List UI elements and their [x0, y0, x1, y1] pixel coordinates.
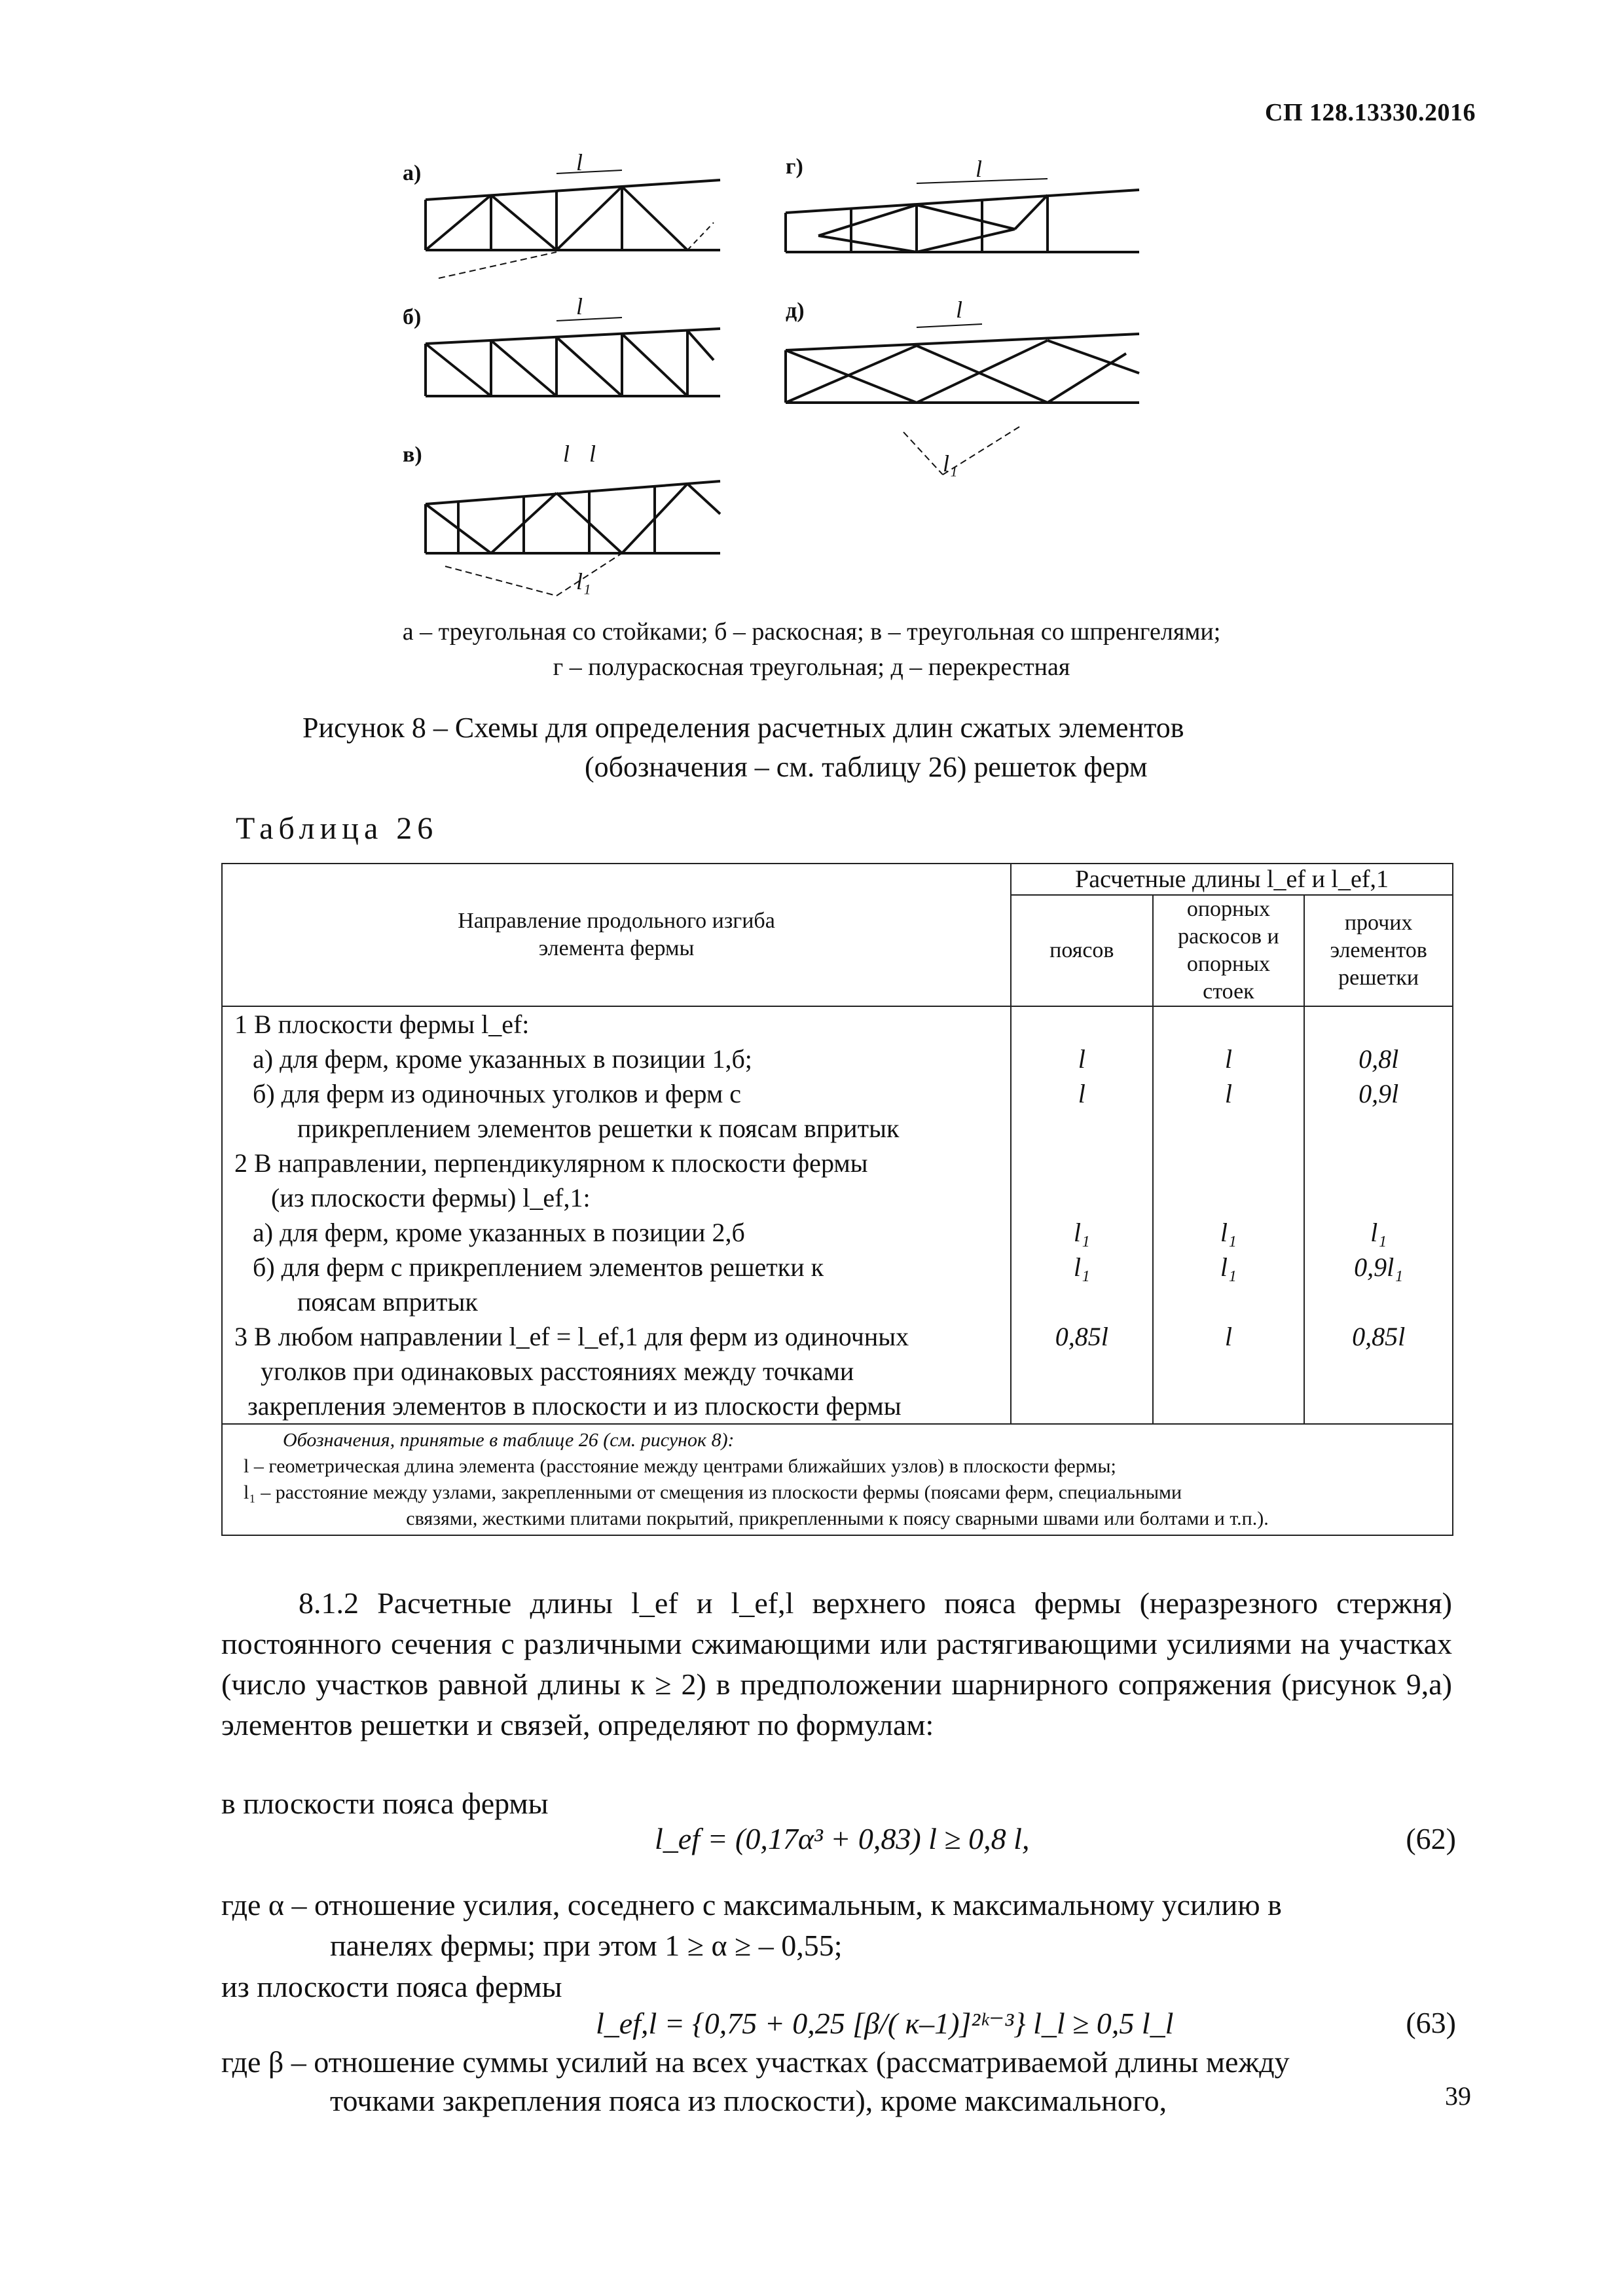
note-l1-line2: связями, жесткими плитами покрытий, прикрепленными к поясу сварными швами или болтами и т.п.). — [406, 1508, 1269, 1529]
note-title: Обозначения, принятые в таблице 26 (см. рисунок 8): — [283, 1429, 735, 1451]
table-row — [222, 1006, 1453, 1424]
equation-number-62: (62) — [1406, 1822, 1456, 1855]
other-values-cell: 0,8l 0,9l l₁ 0,9l₁ 0,85l — [1304, 1006, 1453, 1424]
in-plane-label: в плоскости пояса фермы — [221, 1787, 549, 1820]
note-l: l – геометрическая длина элемента (расстояние между центрами ближайших узлов) в плоскости фермы; — [244, 1455, 1116, 1477]
header-support: опорных раскосов и опорных стоек — [1153, 895, 1305, 1006]
header-group: Расчетные длины l_ef и l_ef,1 — [1011, 864, 1453, 895]
figure-legend-line1: а – треугольная со стойками; б – раскосная; в – треугольная со шпренгелями; — [402, 618, 1221, 646]
beta-definition-line1: где β – отношение суммы усилий на всех участках (рассматриваемой длины между — [221, 2045, 1290, 2079]
table-note — [222, 1424, 1453, 1535]
dim-l1-d: l₁ — [943, 450, 958, 477]
page-number: 39 — [1445, 2081, 1471, 2111]
dim-l-b: l — [576, 293, 583, 319]
beta-definition-line2: точками закрепления пояса из плоскости), кроме максимального, — [330, 2084, 1167, 2117]
paragraph-8-1-2: 8.1.2 Расчетные длины l_ef и l_ef,l верхнего пояса фермы (неразрезного стержня) постоянного сечения с различными сжимающими или растягивающими усилиями на участках (число участков равной длины к ≥ 2) в предположении шарнирного сопряжения (рисунок 9,а) элементов решетки и связей, определяют по формулам: — [221, 1586, 1452, 1741]
chords-values-cell: l l l₁ l₁ 0,85l — [1011, 1006, 1153, 1424]
truss-diagram-a — [426, 170, 720, 278]
table-26 — [221, 863, 1453, 1536]
row-text-cell: 1 В плоскости фермы l_ef: а) для ферм, кроме указанных в позиции 1,б; б) для ферм из одиночных уголков и ферм с прикреплением элементов решетки к поясам впритык 2 В направлении, перпендикулярном к плоскости фермы (из плоскости фермы) l_ef,1: а) для ферм, кроме указанных в позиции 2,б б) для ферм с прикреплением элементов решетки к поясам впритык 3 В любом направлении l_ef = l_ef,1 для ферм из одиночных уголков при одинаковых расстояниях между точками закрепления элементов в плоскости и из плоскости фермы — [222, 1006, 1011, 1424]
dim-l-d: l — [956, 297, 963, 323]
document-code: СП 128.13330.2016 — [1265, 99, 1476, 126]
formula-62: l_ef = (0,17α³ + 0,83) l ≥ 0,8 l, — [655, 1822, 1030, 1855]
dim-l-g: l — [976, 156, 983, 182]
alpha-definition-line2: панелях фермы; при этом 1 ≥ α ≥ – 0,55; — [330, 1929, 843, 1962]
label-g: г) — [786, 155, 803, 179]
label-a: а) — [403, 161, 422, 185]
label-v: в) — [403, 443, 422, 467]
dim-l-a: l — [576, 149, 583, 175]
figure-legend-line2: г – полураскосная треугольная; д – перекрестная — [553, 653, 1070, 681]
dim-l-v1: l — [563, 441, 570, 467]
out-of-plane-label: из плоскости пояса фермы — [221, 1970, 562, 2003]
header-direction: Направление продольного изгиба элемента фермы — [222, 864, 1011, 1006]
dim-l-v2: l — [589, 441, 596, 467]
figure-caption-line1: Рисунок 8 – Схемы для определения расчетных длин сжатых элементов — [302, 712, 1184, 744]
label-b: б) — [403, 305, 422, 329]
header-other: прочих элементов решетки — [1304, 895, 1453, 1006]
figure-caption-line2: (обозначения – см. таблицу 26) решеток ферм — [585, 751, 1148, 783]
truss-diagram-v — [426, 481, 720, 596]
truss-diagram-g — [786, 179, 1139, 252]
note-l1-line1: l₁ – расстояние между узлами, закрепленными от смещения из плоскости фермы (поясами ферм, специальными — [244, 1482, 1182, 1503]
alpha-definition-line1: где α – отношение усилия, соседнего с максимальным, к максимальному усилию в — [221, 1888, 1282, 1922]
dim-l1-v: l₁ — [576, 568, 591, 594]
truss-diagram-b — [426, 318, 720, 396]
support-values-cell: l l l₁ l₁ l — [1153, 1006, 1305, 1424]
formula-63: l_ef,l = {0,75 + 0,25 [β/( к–1)]²ᵏ⁻³} l_l ≥ 0,5 l_l — [596, 2007, 1174, 2040]
table-title: Таблица 26 — [236, 811, 439, 846]
equation-number-63: (63) — [1406, 2006, 1456, 2039]
header-chords: поясов — [1011, 895, 1153, 1006]
label-d: д) — [786, 299, 805, 323]
figure-8-truss-schemes — [367, 141, 1152, 599]
truss-diagram-d — [786, 324, 1139, 475]
